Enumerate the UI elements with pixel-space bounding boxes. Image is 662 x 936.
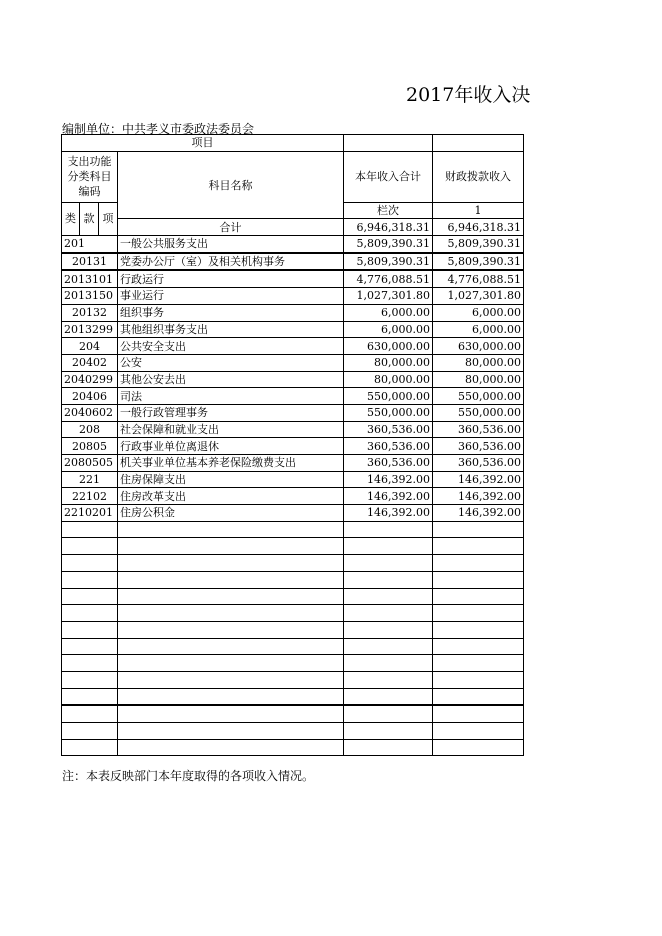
report-title: 2017年收入决 bbox=[406, 84, 531, 106]
blank-cell bbox=[62, 671, 118, 688]
row-fiscal: 80,000.00 bbox=[433, 354, 524, 371]
row-total: 5,809,390.31 bbox=[344, 253, 433, 271]
row-total: 80,000.00 bbox=[344, 371, 433, 388]
row-code: 22102 bbox=[62, 488, 118, 505]
row-name: 社会保障和就业支出 bbox=[118, 421, 344, 438]
header-lei: 类 bbox=[62, 202, 80, 235]
table-row-blank bbox=[62, 688, 524, 705]
row-fiscal: 6,000.00 bbox=[433, 304, 524, 321]
row-name: 组织事务 bbox=[118, 304, 344, 321]
row-total: 550,000.00 bbox=[344, 388, 433, 405]
blank-cell bbox=[433, 638, 524, 655]
table-row bbox=[62, 253, 524, 271]
blank-cell bbox=[344, 605, 433, 622]
row-fiscal: 4,776,088.51 bbox=[433, 270, 524, 287]
blank-cell bbox=[433, 588, 524, 605]
table-row-blank bbox=[62, 555, 524, 572]
table-row-blank bbox=[62, 723, 524, 740]
income-table bbox=[61, 134, 524, 756]
blank-cell bbox=[433, 605, 524, 622]
table-row-blank bbox=[62, 671, 524, 688]
blank-cell bbox=[118, 705, 344, 722]
row-name: 住房改革支出 bbox=[118, 488, 344, 505]
header-col1: 1 bbox=[433, 202, 524, 219]
sum-total: 6,946,318.31 bbox=[344, 219, 433, 236]
blank-cell bbox=[344, 688, 433, 705]
row-fiscal: 630,000.00 bbox=[433, 338, 524, 355]
row-fiscal: 550,000.00 bbox=[433, 388, 524, 405]
table-row-blank bbox=[62, 538, 524, 555]
row-code: 2013101 bbox=[62, 270, 118, 287]
blank-cell bbox=[344, 723, 433, 740]
table-row bbox=[62, 388, 524, 405]
sum-label: 合计 bbox=[118, 219, 344, 236]
header-code-line2: 分类科目 bbox=[67, 170, 112, 184]
blank-cell bbox=[62, 555, 118, 572]
header-blank-total bbox=[344, 135, 433, 152]
row-total: 360,536.00 bbox=[344, 455, 433, 472]
blank-cell bbox=[62, 655, 118, 672]
blank-cell bbox=[62, 621, 118, 638]
blank-cell bbox=[433, 655, 524, 672]
blank-cell bbox=[118, 638, 344, 655]
blank-cell bbox=[118, 688, 344, 705]
row-total: 146,392.00 bbox=[344, 488, 433, 505]
table-row-blank bbox=[62, 655, 524, 672]
table-row-blank bbox=[62, 588, 524, 605]
blank-cell bbox=[344, 538, 433, 555]
row-code: 20406 bbox=[62, 388, 118, 405]
blank-cell bbox=[62, 521, 118, 538]
blank-cell bbox=[118, 739, 344, 756]
blank-cell bbox=[344, 571, 433, 588]
row-total: 6,000.00 bbox=[344, 304, 433, 321]
header-code-line1: 支出功能 bbox=[67, 155, 112, 169]
row-code: 204 bbox=[62, 338, 118, 355]
blank-cell bbox=[118, 555, 344, 572]
blank-cell bbox=[433, 688, 524, 705]
row-total: 1,027,301.80 bbox=[344, 288, 433, 305]
row-code: 2040602 bbox=[62, 404, 118, 421]
row-fiscal: 1,027,301.80 bbox=[433, 288, 524, 305]
header-column-label: 栏次 bbox=[344, 202, 433, 219]
blank-cell bbox=[118, 621, 344, 638]
table-row bbox=[62, 270, 524, 287]
table-row bbox=[62, 354, 524, 371]
table-row-blank bbox=[62, 621, 524, 638]
blank-cell bbox=[62, 571, 118, 588]
row-fiscal: 5,809,390.31 bbox=[433, 253, 524, 271]
header-name: 科目名称 bbox=[118, 151, 344, 219]
table-row-blank bbox=[62, 521, 524, 538]
blank-cell bbox=[433, 671, 524, 688]
row-code: 208 bbox=[62, 421, 118, 438]
blank-cell bbox=[344, 588, 433, 605]
table-row-blank bbox=[62, 571, 524, 588]
row-fiscal: 80,000.00 bbox=[433, 371, 524, 388]
row-fiscal: 5,809,390.31 bbox=[433, 236, 524, 253]
table-row bbox=[62, 488, 524, 505]
table-row-blank bbox=[62, 739, 524, 756]
row-total: 360,536.00 bbox=[344, 421, 433, 438]
header-xiang: 项 bbox=[99, 202, 118, 235]
row-name: 事业运行 bbox=[118, 288, 344, 305]
blank-cell bbox=[62, 605, 118, 622]
row-total: 6,000.00 bbox=[344, 321, 433, 338]
row-total: 80,000.00 bbox=[344, 354, 433, 371]
blank-cell bbox=[433, 705, 524, 722]
table-row bbox=[62, 371, 524, 388]
row-name: 行政运行 bbox=[118, 270, 344, 287]
row-name: 机关事业单位基本养老保险缴费支出 bbox=[118, 455, 344, 472]
row-code: 201 bbox=[62, 236, 118, 253]
blank-cell bbox=[433, 555, 524, 572]
row-code: 2080505 bbox=[62, 455, 118, 472]
blank-cell bbox=[433, 739, 524, 756]
footnote: 注：本表反映部门本年度取得的各项收入情况。 bbox=[62, 769, 315, 783]
header-code bbox=[62, 151, 118, 202]
row-code: 2013299 bbox=[62, 321, 118, 338]
blank-cell bbox=[118, 671, 344, 688]
row-name: 一般行政管理事务 bbox=[118, 404, 344, 421]
table-row bbox=[62, 338, 524, 355]
blank-cell bbox=[62, 739, 118, 756]
row-code: 20132 bbox=[62, 304, 118, 321]
row-fiscal: 146,392.00 bbox=[433, 471, 524, 488]
blank-cell bbox=[344, 638, 433, 655]
blank-cell bbox=[118, 588, 344, 605]
header-fiscal-income: 财政拨款收入 bbox=[433, 151, 524, 202]
table-row-blank bbox=[62, 638, 524, 655]
row-fiscal: 550,000.00 bbox=[433, 404, 524, 421]
row-name: 其他公安去出 bbox=[118, 371, 344, 388]
header-blank-fiscal bbox=[433, 135, 524, 152]
row-fiscal: 360,536.00 bbox=[433, 421, 524, 438]
sum-fiscal: 6,946,318.31 bbox=[433, 219, 524, 236]
compiling-unit: 编制单位：中共孝义市委政法委员会 bbox=[62, 122, 255, 136]
blank-cell bbox=[344, 671, 433, 688]
blank-cell bbox=[344, 655, 433, 672]
row-code: 20805 bbox=[62, 438, 118, 455]
row-name: 公安 bbox=[118, 354, 344, 371]
row-name: 其他组织事务支出 bbox=[118, 321, 344, 338]
row-fiscal: 360,536.00 bbox=[433, 455, 524, 472]
row-name: 公共安全支出 bbox=[118, 338, 344, 355]
row-code: 20131 bbox=[62, 253, 118, 271]
blank-cell bbox=[433, 621, 524, 638]
blank-cell bbox=[344, 739, 433, 756]
header-total-income: 本年收入合计 bbox=[344, 151, 433, 202]
row-total: 4,776,088.51 bbox=[344, 270, 433, 287]
table-row bbox=[62, 505, 524, 522]
row-total: 550,000.00 bbox=[344, 404, 433, 421]
blank-cell bbox=[344, 621, 433, 638]
row-code: 2210201 bbox=[62, 505, 118, 522]
row-fiscal: 360,536.00 bbox=[433, 438, 524, 455]
table-row-blank bbox=[62, 605, 524, 622]
blank-cell bbox=[344, 521, 433, 538]
table-row bbox=[62, 421, 524, 438]
blank-cell bbox=[62, 705, 118, 722]
blank-cell bbox=[433, 723, 524, 740]
row-name: 住房保障支出 bbox=[118, 471, 344, 488]
table-row bbox=[62, 438, 524, 455]
blank-cell bbox=[118, 521, 344, 538]
blank-cell bbox=[344, 555, 433, 572]
row-name: 行政事业单位离退休 bbox=[118, 438, 344, 455]
table-row-blank bbox=[62, 705, 524, 722]
table-row bbox=[62, 404, 524, 421]
table-row bbox=[62, 288, 524, 305]
row-total: 5,809,390.31 bbox=[344, 236, 433, 253]
row-fiscal: 6,000.00 bbox=[433, 321, 524, 338]
table-row bbox=[62, 321, 524, 338]
row-name: 住房公积金 bbox=[118, 505, 344, 522]
blank-cell bbox=[62, 723, 118, 740]
blank-cell bbox=[62, 538, 118, 555]
blank-cell bbox=[344, 705, 433, 722]
row-code: 2040299 bbox=[62, 371, 118, 388]
row-total: 630,000.00 bbox=[344, 338, 433, 355]
row-total: 146,392.00 bbox=[344, 471, 433, 488]
table-row bbox=[62, 471, 524, 488]
blank-cell bbox=[62, 688, 118, 705]
blank-cell bbox=[118, 605, 344, 622]
blank-cell bbox=[433, 571, 524, 588]
blank-cell bbox=[62, 638, 118, 655]
header-item: 项目 bbox=[62, 135, 344, 152]
blank-cell bbox=[118, 655, 344, 672]
header-kuan: 款 bbox=[80, 202, 99, 235]
header-code-line3: 编码 bbox=[78, 185, 101, 199]
row-total: 360,536.00 bbox=[344, 438, 433, 455]
row-name: 司法 bbox=[118, 388, 344, 405]
row-fiscal: 146,392.00 bbox=[433, 488, 524, 505]
table-row bbox=[62, 304, 524, 321]
blank-cell bbox=[118, 723, 344, 740]
row-total: 146,392.00 bbox=[344, 505, 433, 522]
blank-cell bbox=[118, 538, 344, 555]
blank-cell bbox=[118, 571, 344, 588]
row-name: 一般公共服务支出 bbox=[118, 236, 344, 253]
table-row bbox=[62, 455, 524, 472]
blank-cell bbox=[433, 521, 524, 538]
row-fiscal: 146,392.00 bbox=[433, 505, 524, 522]
row-code: 20402 bbox=[62, 354, 118, 371]
table-row bbox=[62, 236, 524, 253]
row-name: 党委办公厅（室）及相关机构事务 bbox=[118, 253, 344, 271]
blank-cell bbox=[62, 588, 118, 605]
blank-cell bbox=[433, 538, 524, 555]
row-code: 2013150 bbox=[62, 288, 118, 305]
row-code: 221 bbox=[62, 471, 118, 488]
